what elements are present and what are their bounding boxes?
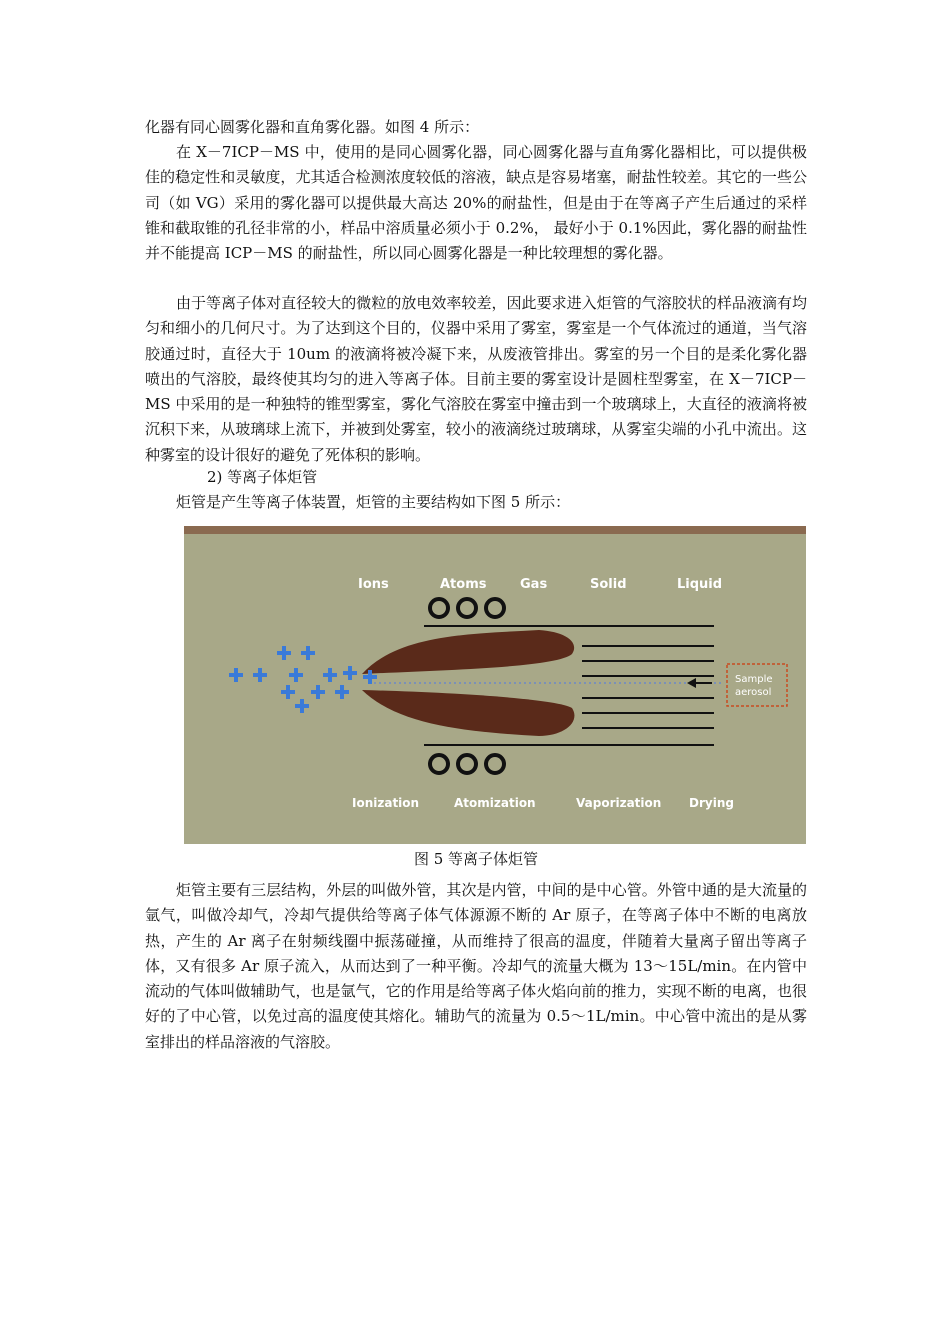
label-ions: Ions [358, 577, 389, 592]
paragraph-concentric-atomizer: 在 X－7ICP－MS 中，使用的是同心圆雾化器，同心圆雾化器与直角雾化器相比，可以提供极佳的稳定性和灵敏度，尤其适合检测浓度较低的溶液，缺点是容易堵塞，耐盐性较差。其它的一些公司（如 VG）采用的雾化器可以提供最大高达 20%的耐盐性，但是由于在等离子产生后通过的采样锥和截取锥的孔径非常的小，样品中溶质量必须小于 0.2%， 最好小于 0.1%因此，雾化器的耐盐性并不能提高 ICP－MS 的耐盐性，所以同心圆雾化器是一种比较理想的雾化器。 [145, 143, 807, 263]
label-solid: Solid [590, 577, 627, 592]
plasma-torch-diagram [184, 526, 806, 844]
label-ionization: Ionization [352, 796, 420, 810]
figure-caption: 图 5 等离子体炬管 [413, 850, 539, 868]
plasma-torch-figure [184, 526, 806, 844]
sample-label-line2: aerosol [735, 687, 772, 698]
paragraph-spray-chamber: 由于等离子体对直径较大的微粒的放电效率较差，因此要求进入炬管的气溶胶状的样品液滴有均匀和细小的几何尺寸。为了达到这个目的，仪器中采用了雾室，雾室是一个气体流过的通道，当气溶胶通过时，直径大于 10um 的液滴将被冷凝下来，从废液管排出。雾室的另一个目的是柔化雾化器喷出的气溶胶，最终使其均匀的进入等离子体。目前主要的雾室设计是圆柱型雾室，在 X－7ICP－MS 中采用的是一种独特的锥型雾室，雾化气溶胶在雾室中撞击到一个玻璃球上，大直径的液滴将被沉积下来，从玻璃球上流下，并被到处雾室，较小的液滴绕过玻璃球，从雾室尖端的小孔中流出。这种雾室的设计很好的避免了死体积的影响。 [145, 294, 807, 464]
label-gas: Gas [520, 577, 548, 592]
paragraph-torch-intro: 炬管是产生等离子体装置，炬管的主要结构如下图 5 所示： [176, 493, 571, 511]
label-vaporization: Vaporization [576, 796, 662, 810]
paragraph-atomizer-intro: 化器有同心圆雾化器和直角雾化器。如图 4 所示： [145, 118, 480, 136]
label-atomization: Atomization [454, 796, 536, 810]
paragraph-torch-structure: 炬管主要有三层结构，外层的叫做外管，其次是内管，中间的是中心管。外管中通的是大流量的氩气，叫做冷却气，冷却气提供给等离子体气体源源不断的 Ar 原子，在等离子体中不断的电离放热，产生的 Ar 离子在射频线圈中振荡碰撞，从而维持了很高的温度，伴随着大量离子留出等离子体，又有很多 Ar 原子流入，从而达到了一种平衡。冷却气的流量大概为 13～15L/min。在内管中流动的气体叫做辅助气，也是氩气，它的作用是给等离子体火焰向前的推力，实现不断的电离，也很好的了中心管，以免过高的温度使其熔化。辅助气的流量为 0.5～1L/min。中心管中流出的是从雾室排出的样品溶液的气溶胶。 [145, 881, 807, 1051]
label-drying: Drying [689, 796, 734, 810]
label-liquid: Liquid [677, 577, 723, 592]
label-atoms: Atoms [440, 577, 487, 592]
section-heading-torch: 2) 等离子体炬管 [207, 468, 318, 486]
sample-label-line1: Sample [735, 674, 773, 685]
figure-top-border [184, 526, 806, 534]
